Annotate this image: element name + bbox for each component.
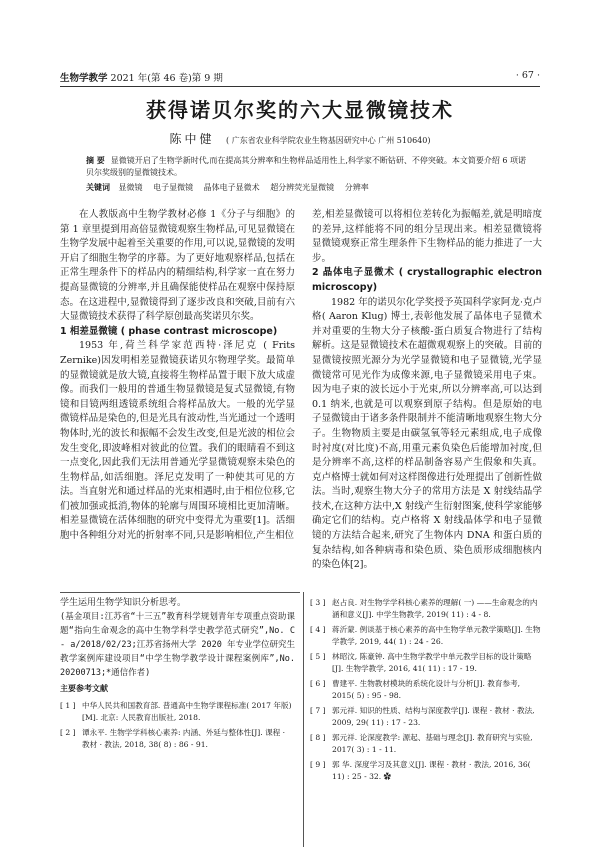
reference-number: [ 1 ] xyxy=(60,701,76,710)
keywords-label: 关键词 xyxy=(86,183,110,192)
reference-number: [ 8 ] xyxy=(310,733,326,742)
reference-item xyxy=(310,678,542,702)
reference-item xyxy=(310,651,542,675)
reference-number: [ 6 ] xyxy=(310,679,326,688)
body-column-right xyxy=(312,208,542,573)
reference-number: [ 5 ] xyxy=(310,652,326,661)
section-heading: 2 晶体电子显微术 ( crystallographic electron microscopy) xyxy=(312,267,542,293)
reference-text: 郭 华. 深度学习及其意义[J]. 课程 · 教材 · 教法, 2016, 36( 11) : 25 - 32. ✿ xyxy=(332,760,531,781)
reference-item xyxy=(60,700,295,724)
body-paragraph: 1982 年的诺贝尔化学奖授予英国科学家阿龙·克卢格( Aaron Klug) 博士,表彰他发展了晶体电子显微术并对重要的生物大分子核酸-蛋白质复合物进行了结构解析。这是显微镜技术在超微观观察上的突破。目前的显微镜按照光源分为光学显微镜和电子显微镜,光学显微镜常可见光作为成像来源,电子显微镜采用电子束。因为电子束的波长远小于光束,所以分辨率高,可以达到 0.1 纳米,也就是可以观察到原子结构。但是原始的电子显微镜由于诸多条件限制并不能清晰地观察生物大分子。生物物质主要是由碳氢氧等轻元素组成,电子成像时衬度(对比度)不高,用重元素负染色后能增加衬度,但是分辨率不高,这样的样品制备容易产生假象和失真。克卢格博士就如何对这样图像进行处理提出了创新性做法。当时,观察生物大分子的常用方法是 X 射线结晶学技术,在这种方法中,X 射线产生衍射图案,使科学家能够确定它们的结构。克卢格将 X 射线晶体学和电子显微镜的方法结合起来,研究了生物体内 DNA 和蛋白质的复杂结构,如各种病毒和染色质、染色质形成细胞核内的染色体[2]。 xyxy=(312,296,542,571)
reference-text: 赵占良. 对生物学学科核心素养的理解( 一) ——生命观念的内涵和意义[J]. 中学生物教学, 2019( 11) : 4 - 8. xyxy=(332,598,538,619)
reference-text: 林昭汶, 陈豪钟. 高中生物学教学中单元教学目标的设计策略[J]. 生物学教学, 2016, 41( 11) : 17 - 19. xyxy=(332,652,532,673)
author-line xyxy=(60,130,540,147)
references-left xyxy=(60,700,295,754)
article-title: 获得诺贝尔奖的六大显微镜技术 xyxy=(146,98,454,122)
body-paragraph: 在人教版高中生物学教材必修 1《分子与细胞》的第 1 章里提到用高倍显微镜观察生物样品,可见显微镜在生物学发展中起着至关重要的作用,可以说,显微镜的发明开启了细胞生物学的序幕。为了更好地观察样品,包括在正常生理条件下的样品内的精细结构,科学家一直在努力提高显微镜的分辨率,并且确保能使样品在观察中保持原态。在这进程中,显微镜得到了逐步改良和突破,目前有六大显微镜技术获得了科学原创最高奖诺贝尔奖。 xyxy=(60,209,295,323)
reference-item xyxy=(60,727,295,751)
keywords xyxy=(86,182,530,193)
reference-number: [ 9 ] xyxy=(310,760,326,769)
reference-text: 谭永平. 生物学学科核心素养: 内涵、外延与整体性[J]. 课程 · 教材 · 教法, 2018, 38( 8) : 86 - 91. xyxy=(82,728,286,749)
keyword: 晶体电子显微术 xyxy=(203,183,260,192)
continuation-text: 学生运用生物学知识分析思考。 xyxy=(60,598,187,608)
header-rule xyxy=(60,86,540,87)
keyword: 分辨率 xyxy=(344,183,369,192)
body-column-left xyxy=(60,208,295,544)
keyword: 显微镜 xyxy=(118,183,143,192)
author-name: 陈中健 xyxy=(169,132,215,146)
column-divider xyxy=(303,592,304,847)
reference-text: 郭元祥. 论深度教学: 源起、基础与理念[J]. 教育研究与实验, 2017( 3) : 1 - 11. xyxy=(332,733,533,754)
reference-text: 中华人民共和国教育部. 普通高中生物学课程标准( 2017 年版) [M]. 北京: 人民教育出版社, 2018. xyxy=(82,701,292,722)
author-affiliation: ( 广东省农业科学院农业生物基因研究中心 广州 510640) xyxy=(226,136,431,145)
journal-info xyxy=(60,70,223,84)
funding-note: (基金项目:江苏省“十三五”教育科学规划青年专项重点资助课题“指向生命观念的高中生物学科学史教学范式研究”,No. C - a/2018/02/23;江苏省扬州大学 2020 年专业学位研究生教学案例库建设项目“中学生物学教学设计课程案例库”,No. 20200713;*通信作者) xyxy=(60,612,295,678)
abstract xyxy=(86,155,530,179)
reference-text: 郭元祥. 知识的性质、结构与深度教学[J]. 课程 · 教材 · 教法, 2009, 29( 11) : 17 - 23. xyxy=(332,706,535,727)
abstract-text: 显微镜开启了生物学新时代,而在提高其分辨率和生物样品适用性上,科学家不断钻研、不停突破。本文简要介绍 6 项诺贝尔奖级别的显微镜技术。 xyxy=(86,156,527,177)
reference-item xyxy=(310,732,542,756)
section-divider xyxy=(60,592,300,593)
page-number: · 67 · xyxy=(515,70,540,81)
references-right xyxy=(310,597,542,786)
reference-number: [ 3 ] xyxy=(310,598,326,607)
reference-item xyxy=(310,597,542,621)
reference-item xyxy=(310,624,542,648)
abstract-label: 摘 要 xyxy=(86,156,105,165)
references-title: 主要参考文献 xyxy=(60,684,108,693)
keyword: 电子显微镜 xyxy=(153,183,194,192)
reference-text: 曹建平. 生物教材模块的系统化设计与分析[J]. 教育参考, 2015( 5) : 95 - 98. xyxy=(332,679,521,700)
body-paragraph: 差,相差显微镜可以将相位差转化为振幅差,就是明暗度的差异,这样能将不同的组分呈现出来。相差显微镜将显微镜观察正常生理条件下生物样品的能力推进了一大步。 xyxy=(312,209,542,264)
reference-item xyxy=(310,705,542,729)
reference-text: 蒋沂蒙. 例谈基于核心素养的高中生物学单元教学策略[J]. 生物学教学, 2019, 44( 1) : 24 - 26. xyxy=(332,625,541,646)
reference-number: [ 2 ] xyxy=(60,728,76,737)
section-heading: 1 相差显微镜 ( phase contrast microscope) xyxy=(60,325,278,337)
journal-name: 生物学教学 xyxy=(60,73,108,84)
keyword: 超分辨荧光显微镜 xyxy=(270,183,335,192)
running-header xyxy=(60,70,540,86)
reference-number: [ 7 ] xyxy=(310,706,326,715)
reference-number: [ 4 ] xyxy=(310,625,326,634)
reference-item xyxy=(310,759,542,783)
previous-article-end xyxy=(60,596,295,680)
journal-issue: 2021 年(第 46 卷)第 9 期 xyxy=(110,73,223,84)
body-paragraph: 1953 年,荷兰科学家范西特·泽尼克 ( Frits Zernike)因发明相差显微镜获诺贝尔物理学奖。最简单的显微镜就是放大镜,直接将生物样品置于眼下放大成虚像。而我们一般用的普通生物显微镜是复式显微镜,有物镜和目镜两组透镜系统组合将样品放大。一般的光学显微镜样品是染色的,但是光具有波动性,当光通过一个透明物体时,光的波长和振幅不会发生改变,但是光波的相位会发生变化,即波峰相对彼此的位置。我们的眼睛看不到这一点变化,因此我们无法用普通光学显微镜观察未染色的生物样品,如活细胞。泽尼克发明了一种使其可见的方法。当直射光和通过样品的光束相遇时,由于相位位移,它们被加强或抵消,物体的轮廓与周围环境相比更加清晰。相差显微镜在活体细胞的研究中变得尤为重要[1]。活细胞中各种组分对光的折射率不同,只是影响相位,产生相位 xyxy=(60,340,295,542)
